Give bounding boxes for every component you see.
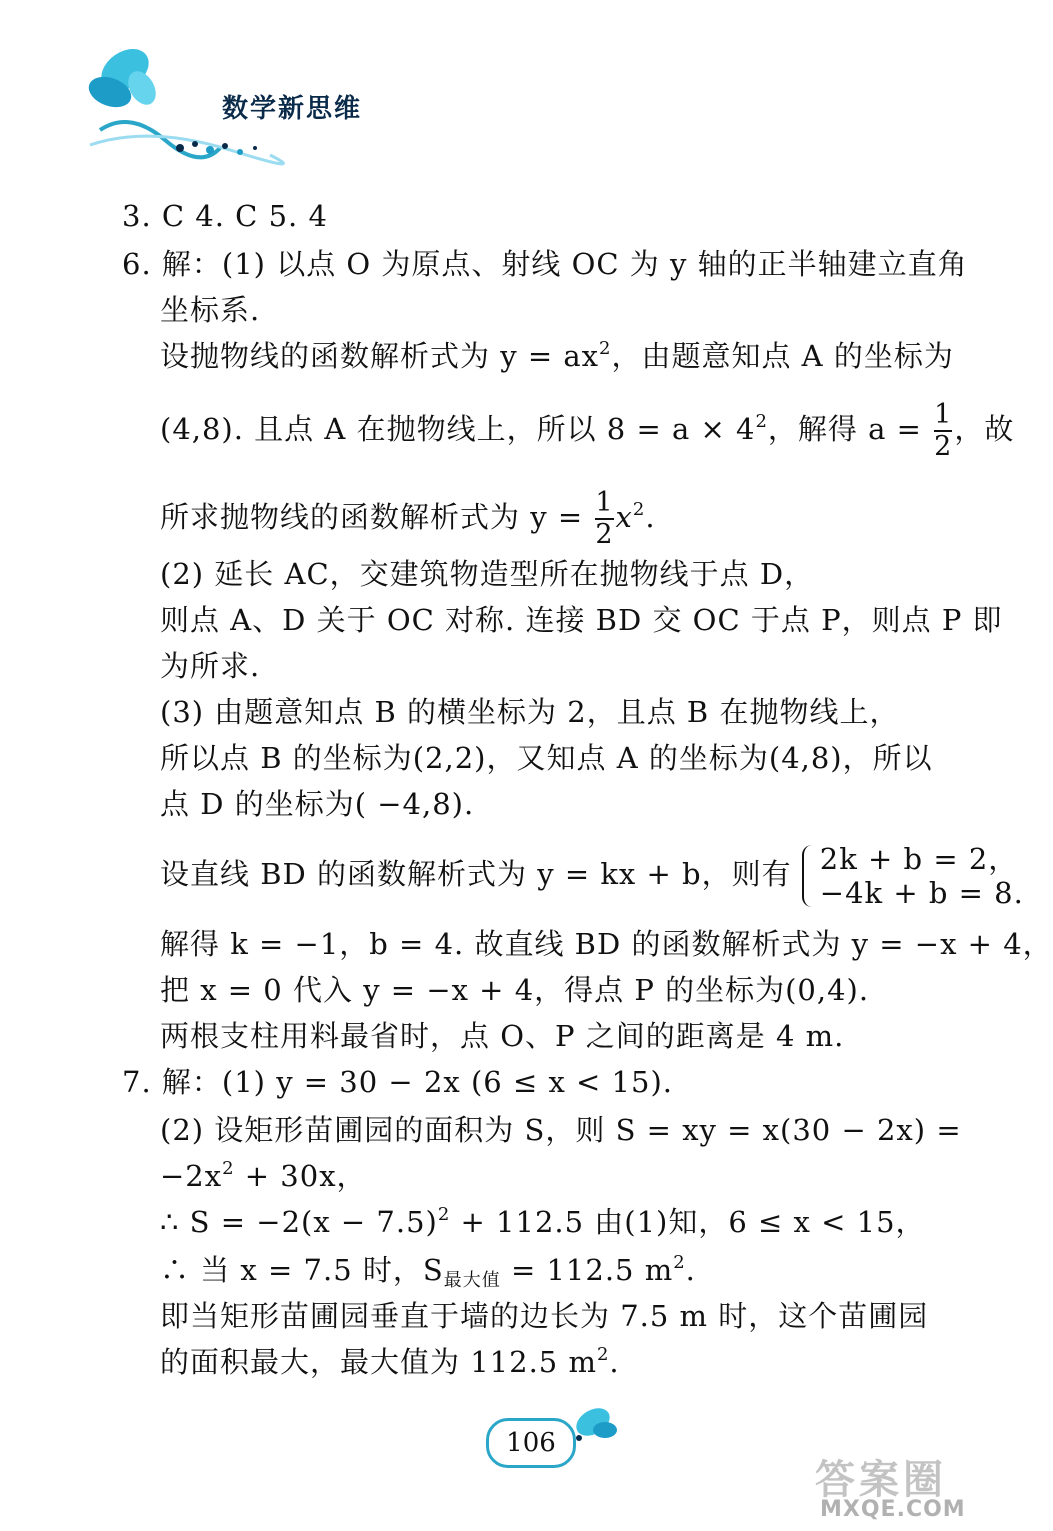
q7-line-4: [160, 1202, 926, 1242]
q6-part2-1: (2) 延长 AC，交建筑物造型所在抛物线于点 D，: [160, 557, 815, 591]
q6-text: 设直线 BD 的函数解析式为 y = kx + b，则有: [160, 857, 792, 891]
answers-3-5: 3. C 4. C 5. 4: [122, 199, 328, 233]
q7-line-3: [160, 1156, 367, 1196]
fraction-half: [595, 488, 613, 550]
denominator: 2: [934, 431, 953, 462]
q6-text: 所求抛物线的函数解析式为 y =: [160, 500, 584, 534]
q6-solution-1: 解得 k = −1，b = 4. 故直线 BD 的函数解析式为 y = −x + 4，: [160, 927, 1053, 961]
q6-part2-3: 为所求.: [160, 649, 261, 683]
q7-text: .: [685, 1253, 696, 1287]
q7-text: + 112.5 由(1)知，6 ≤ x < 15，: [450, 1205, 926, 1239]
q7-text: = 112.5 m: [500, 1253, 674, 1287]
q7-text: −2x: [160, 1159, 223, 1193]
q6-line-3: [160, 336, 954, 376]
q6-line-4: [160, 400, 1014, 462]
q6-part3-1: (3) 由题意知点 B 的横坐标为 2，且点 B 在抛物线上，: [160, 695, 900, 729]
q6-text: ，故: [954, 412, 1015, 446]
q6-text: (4,8). 且点 A 在抛物线上，所以 8 = a × 4: [160, 412, 756, 446]
flower-icon-small: [565, 1400, 625, 1450]
q6-line-1: [122, 244, 968, 284]
superscript: 2: [437, 1204, 451, 1225]
numerator: 1: [934, 399, 953, 430]
q7-text: ∴ 当 x = 7.5 时，S: [160, 1253, 444, 1287]
superscript: 2: [222, 1158, 235, 1179]
watermark-logo: 答案圈: [815, 1457, 947, 1503]
header-title: 数学新思维: [222, 94, 363, 124]
superscript: 2: [673, 1252, 686, 1273]
fraction-half: [934, 400, 952, 462]
equation-1: 2k + b = 2，: [819, 842, 1019, 876]
q7-label: 7.: [122, 1065, 152, 1099]
q6-intro: 解：(1) 以点 O 为原点、射线 OC 为 y 轴的正半轴建立直角: [161, 247, 968, 281]
q7-text: .: [609, 1345, 620, 1379]
q7-text: ∴ S = −2(x − 7.5): [160, 1205, 438, 1239]
superscript: 2: [596, 1344, 610, 1365]
q6-part3-3: 点 D 的坐标为( −4,8).: [160, 787, 475, 821]
numerator: 1: [595, 487, 614, 518]
q6-var: x: [615, 500, 633, 534]
q6-part2-2: 则点 A、D 关于 OC 对称. 连接 BD 交 OC 于点 P，则点 P 即: [160, 603, 1003, 637]
watermark-url: MXQE.COM: [820, 1497, 966, 1522]
q6-text: 设抛物线的函数解析式为 y = ax: [160, 339, 599, 373]
q7-text: 解：(1) y = 30 − 2x (6 ≤ x < 15).: [161, 1065, 673, 1099]
subscript: 最大值: [443, 1270, 501, 1291]
q6-solution-2: 把 x = 0 代入 y = −x + 4，得点 P 的坐标为(0,4).: [160, 973, 870, 1007]
q6-text: ，由题意知点 A 的坐标为: [611, 339, 954, 373]
q7-text: 的面积最大，最大值为 112.5 m: [160, 1345, 597, 1379]
q7-text: + 30x，: [234, 1159, 367, 1193]
q7-line-1: [122, 1062, 673, 1102]
q7-line-5: [160, 1250, 696, 1290]
q6-line-2: 坐标系.: [160, 293, 261, 327]
superscript: 2: [632, 499, 646, 520]
superscript: 2: [755, 411, 768, 432]
q6-solution-3: 两根支柱用料最省时，点 O、P 之间的距离是 4 m.: [160, 1019, 845, 1053]
q6-label: 6.: [122, 247, 152, 281]
q6-system: [160, 838, 1024, 910]
page-number: 106: [486, 1418, 576, 1468]
q6-text: .: [645, 500, 656, 534]
equation-2: −4k + b = 8.: [819, 876, 1024, 910]
denominator: 2: [595, 519, 614, 550]
q7-line-7: [160, 1342, 620, 1382]
q6-part3-2: 所以点 B 的坐标为(2,2)，又知点 A 的坐标为(4,8)，所以: [160, 741, 933, 775]
q7-line-6: 即当矩形苗圃园垂直于墙的边长为 7.5 m 时，这个苗圃园: [160, 1299, 929, 1333]
brace: [802, 845, 814, 907]
q6-line-5: [160, 488, 656, 550]
q7-line-2: (2) 设矩形苗圃园的面积为 S，则 S = xy = x(30 − 2x) =: [160, 1113, 962, 1147]
superscript: 2: [598, 338, 612, 359]
q6-text: ，解得 a =: [767, 412, 922, 446]
equation-system: [802, 842, 1024, 910]
